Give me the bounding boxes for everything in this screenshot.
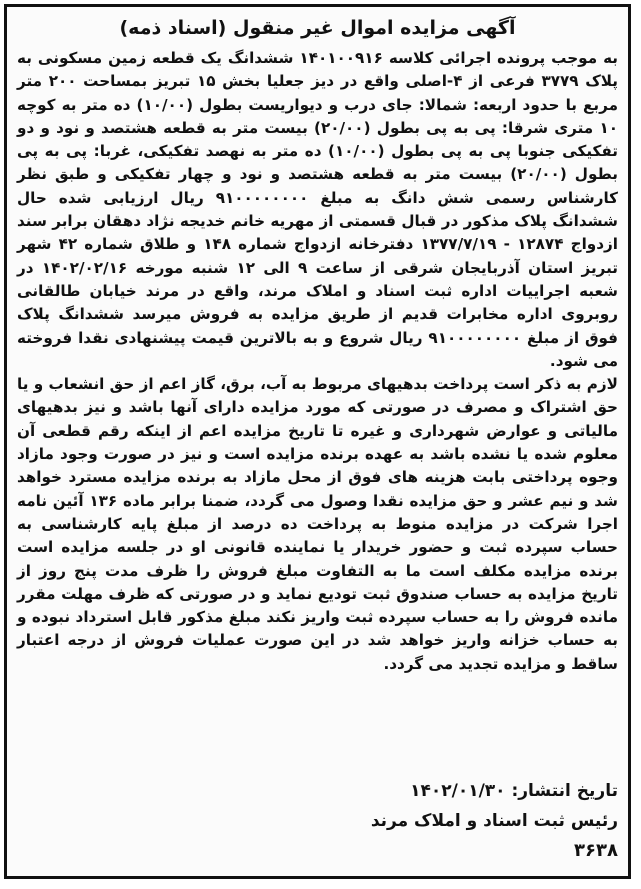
- notice-paragraph-conditions: لازم به ذکر است پرداخت بدهیهای مربوط به آب، برق، گاز اعم از حق انشعاب و یا حق اشتراک و مصرف در صورتی که مورد مزایده دارای آنها باشد و نیز بدهیهای مالیاتی و عوارض شهرداری و غیره تا تاریخ مزایده اعم از اینکه رقم قطعی آن معلوم شده یا نشده باشد به عهده برنده مزایده است و نیز در صورت وجود مازاد وجوه پرداختی بابت هزینه های فوق از محل مازاد به برنده مزایده مسترد خواهد شد و نیم عشر و حق مزایده نقدا وصول می گردد، ضمنا برابر ماده ۱۳۶ آئین نامه اجرا شرکت در مزایده منوط به پرداخت ده درصد از مبلغ پایه کارشناسی به حساب سپرده ثبت و حضور خریدار یا نماینده قانونی او در جلسه مزایده است برنده مزایده مکلف است ما به التفاوت مبلغ فروش را ظرف مدت پنج روز از تاریخ مزایده به حساب صندوق ثبت تودیع نماید و در صورتی که ظرف مهلت مقرر مانده فروش را به حساب سپرده ثبت واریز نکند مبلغ مذکور قابل استرداد نبوده و به حساب خزانه واریز خواهد شد در این صورت عملیات فروش از درجه اعتبار ساقط و مزایده تجدید می گردد.: [17, 375, 618, 673]
- notice-footer: [17, 776, 618, 866]
- signatory: رئیس ثبت اسناد و املاک مرند: [370, 811, 618, 831]
- notice-body: [17, 15, 618, 866]
- notice-code: ۳۶۳۸: [574, 840, 618, 861]
- notice-title: آگهی مزایده اموال غیر منقول (اسناد ذمه): [119, 17, 516, 39]
- publish-date: تاریخ انتشار: ۱۴۰۲/۰۱/۳۰: [410, 781, 618, 801]
- notice-frame: [4, 4, 631, 879]
- notice-paragraph-property: به موجب پرونده اجرائی کلاسه ۱۴۰۱۰۰۹۱۶ ششدانگ یک قطعه زمین مسکونی به پلاک ۳۷۷۹ فرعی از ۴-اصلی واقع در دیز جعلیا بخش ۱۵ تبریز بمساحت ۲۰۰ متر مربع با حدود اربعه: شمالا: جای درب و دیواریست بطول (۱۰/۰۰) ده متر به کوچه ۱۰ متری شرقا: پی به پی بطول (۲۰/۰۰) بیست متر به قطعه هشتصد و نود و دو تفکیکی جنوبا پی به پی بطول (۱۰/۰۰) ده متر به نهصد تفکیکی، غربا: پی به پی بطول (۲۰/۰۰) بیست متر به قطعه هشتصد و نود و چهار تفکیکی و طبق نظر کارشناس رسمی شش دانگ به مبلغ ۹۱۰۰۰۰۰۰۰۰ ریال ارزیابی شده حال ششدانگ پلاک مذکور در قبال قسمتی از مهریه خانم خدیجه نژاد دهقان برابر سند ازدواج ۱۲۸۷۴ - ۱۳۷۷/۷/۱۹ دفترخانه ازدواج شماره ۱۴۸ و طلاق شماره ۴۲ شهر تبریز استان آذربایجان شرقی از ساعت ۹ الی ۱۲ شنبه مورخه ۱۴۰۲/۰۲/۱۶ در شعبه اجراییات اداره ثبت اسناد و املاک مرند، واقع در مرند خیابان طالقانی روبروی اداره مخابرات قدیم از طریق مزایده به فروش میرسد ششدانگ پلاک فوق از مبلغ ۹۱۰۰۰۰۰۰۰۰ ریال شروع و به بالاترین قیمت پیشنهادی نقدا فروخته می شود.: [17, 49, 618, 370]
